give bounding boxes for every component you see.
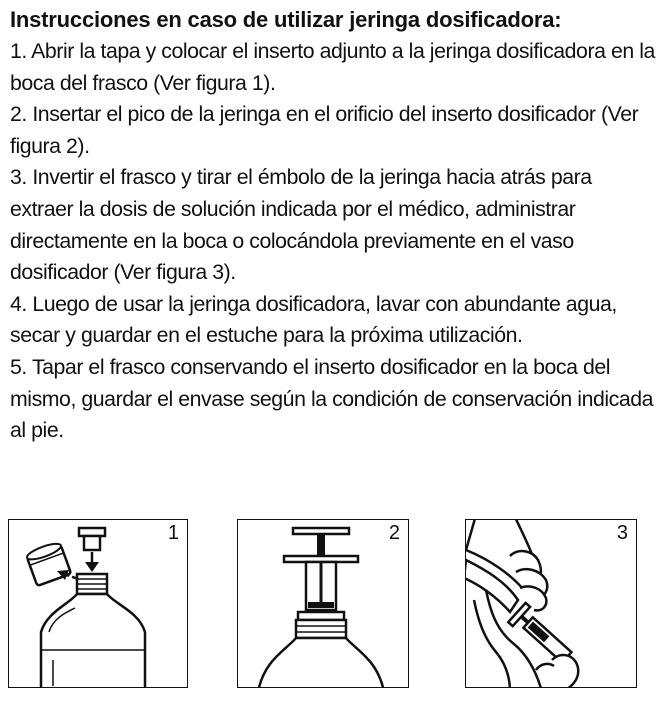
instructions-block — [10, 4, 660, 447]
figure-3-number: 3 — [616, 522, 628, 544]
hand-inverted-bottle-syringe-icon — [466, 520, 637, 688]
figure-2 — [237, 519, 409, 688]
figure-1 — [8, 519, 188, 688]
bottle-cap-insert-icon — [9, 520, 188, 688]
instructions-title: Instrucciones en caso de utilizar jeringa dosificadora: — [10, 7, 562, 32]
figure-1-number: 1 — [167, 522, 179, 544]
step-3: 3. Invertir el frasco y tirar el émbolo de la jeringa hacia atrás para extraer la dosis de solución indicada por el médico, administrar directamente en la boca o colocándola previamente en el vaso dosificador (Ver figura 3). — [10, 165, 592, 285]
figure-3 — [465, 519, 637, 688]
steps-list — [10, 36, 660, 447]
step-5: 5. Tapar el frasco conservando el inserto dosificador en la boca del mismo, guardar el envase según la condición de conservación indicada al pie. — [10, 354, 654, 443]
step-1: 1. Abrir la tapa y colocar el inserto adjunto a la jeringa dosificadora en la boca del frasco (Ver figura 1). — [10, 39, 655, 95]
step-2: 2. Insertar el pico de la jeringa en el orificio del inserto dosificador (Ver figura 2). — [10, 102, 639, 158]
syringe-in-bottle-icon — [238, 520, 409, 688]
figure-2-number: 2 — [388, 522, 400, 544]
step-4: 4. Luego de usar la jeringa dosificadora, lavar con abundante agua, secar y guardar en el estuche para la próxima utilización. — [10, 291, 617, 348]
